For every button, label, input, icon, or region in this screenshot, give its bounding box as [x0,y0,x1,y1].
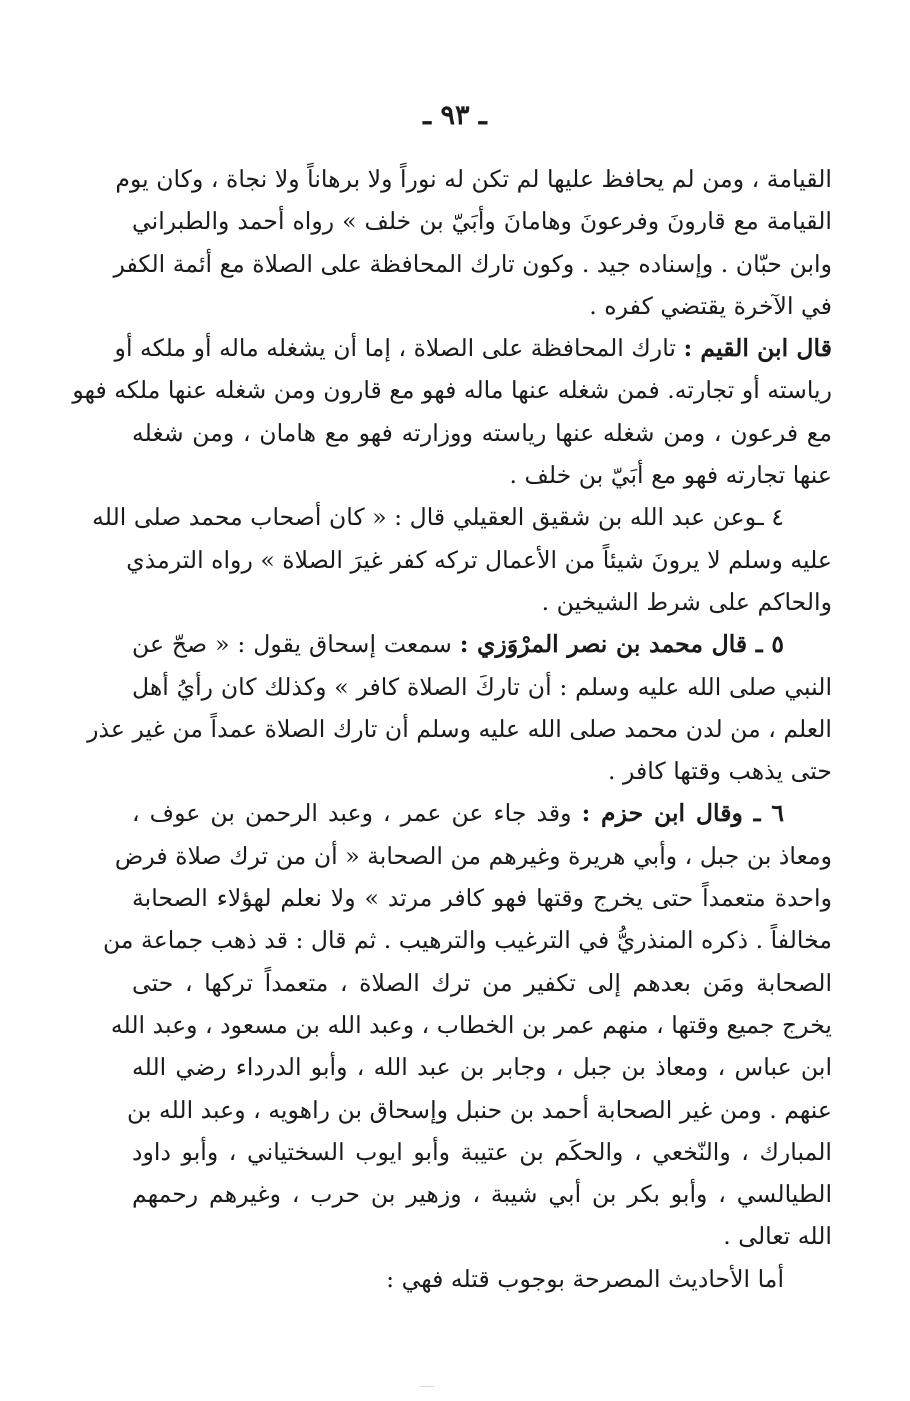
text-line [114,327,832,369]
text-line [132,623,832,665]
page-number: ـ ٩٣ ـ [423,100,487,131]
text-line: أما الأحاديث المصرحة بوجوب قتله فهي : [386,1264,784,1293]
text-line: عنها تجارته فهو مع أبَيّ بن خلف . [509,461,832,490]
paragraph-lead: ٤ ـ [756,503,784,532]
paragraph-ibn-al-qayyim [72,327,832,496]
body-text [72,158,832,1300]
text-line: وابن حبّان . وإسناده جيد . وكون تارك المحافظة على الصلاة مع أئمة الكفر [113,249,832,278]
text-line: الطيالسي ، وأبو بكر بن أبي شيبة ، وزهير بن حرب ، وغيرهم رحمهم [132,1180,832,1209]
paragraph-item-4 [92,496,832,623]
text-line: الصحابة ومَن بعدهم إلى تكفير من ترك الصلاة ، متعمداً تركها ، حتى [132,968,832,997]
text-line: رياسته أو تجارته. فمن شغله عنها ماله فهو مع قارون ومن شغله عنها ملكه فهو [72,376,832,405]
text-line [92,496,832,538]
text-line: النبي صلى الله عليه وسلم : أن تاركَ الصلاة كافر » وكذلك كان رأيُ أهل [132,672,832,701]
paragraph-lead: ٥ ـ قال محمد بن نصر المرْوَزي : [459,630,784,659]
text-line: عليه وسلم لا يرونَ شيئاً من الأعمال تركه كفر غيرَ الصلاة » رواه الترمذي [126,545,832,574]
text-line: والحاكم على شرط الشيخين . [541,587,832,616]
text-line: مع فرعون ، ومن شغله عنها رياسته ووزارته فهو مع هامان ، ومن شغله [132,418,832,447]
text-line-content: سمعت إسحاق يقول : « صحّ عن [132,630,452,659]
paragraph-lead: قال ابن القيم : [683,334,832,363]
text-line: القيامة مع قارونَ وفرعونَ وهامانَ وأبَيّ بن خلف » رواه أحمد والطبراني [132,207,832,236]
text-line: عنهم . ومن غير الصحابة أحمد بن حنبل وإسحاق بن راهويه ، وعبد الله بن [126,1095,832,1124]
text-line-content: وقد جاء عن عمر ، وعبد الرحمن بن عوف ، [132,799,572,828]
paragraph-1 [113,158,832,327]
paragraph-lead: ٦ ـ وقال ابن حزم : [581,799,784,828]
paragraph-item-5 [87,623,832,792]
text-line: ومعاذ بن جبل ، وأبي هريرة وغيرهم من الصحابة « أن من ترك صلاة فرض [114,841,832,870]
text-line: مخالفاً . ذكره المنذريُّ في الترغيب والترهيب . ثم قال : قد ذهب جماعة من [102,926,832,955]
text-line [132,792,832,834]
text-line: المبارك ، والنّخعي ، والحكَم بن عتيبة وأبو ايوب السختياني ، وأبو داود [132,1137,832,1166]
text-line: في الآخرة يقتضي كفره . [589,291,832,320]
text-line: حتى يذهب وقتها كافر . [607,757,832,786]
paragraph-item-6 [102,792,832,1257]
scan-mark [420,1386,434,1387]
text-line: العلم ، من لدن محمد صلى الله عليه وسلم أن تارك الصلاة عمداً من غير عذر [87,714,832,743]
paragraph-closing [132,1258,832,1300]
text-line: الله تعالى . [723,1222,832,1251]
text-line-content: تارك المحافظة على الصلاة ، إما أن يشغله ماله أو ملكه أو [114,334,676,363]
text-line: القيامة ، ومن لم يحافظ عليها لم تكن له نوراً ولا برهاناً ولا نجاة ، وكان يوم [115,165,832,193]
text-line: واحدة متعمداً حتى يخرج وقتها فهو كافر مرتد » ولا نعلم لهؤلاء الصحابة [132,884,832,913]
text-line: ابن عباس ، ومعاذ بن جبل ، وجابر بن عبد الله ، وأبو الدرداء رضي الله [132,1053,832,1082]
text-line-content: وعن عبد الله بن شقيق العقيلي قال : « كان أصحاب محمد صلى الله [92,503,757,532]
text-line: يخرج جميع وقتها ، منهم عمر بن الخطاب ، وعبد الله بن مسعود ، وعبد الله [110,1010,832,1039]
